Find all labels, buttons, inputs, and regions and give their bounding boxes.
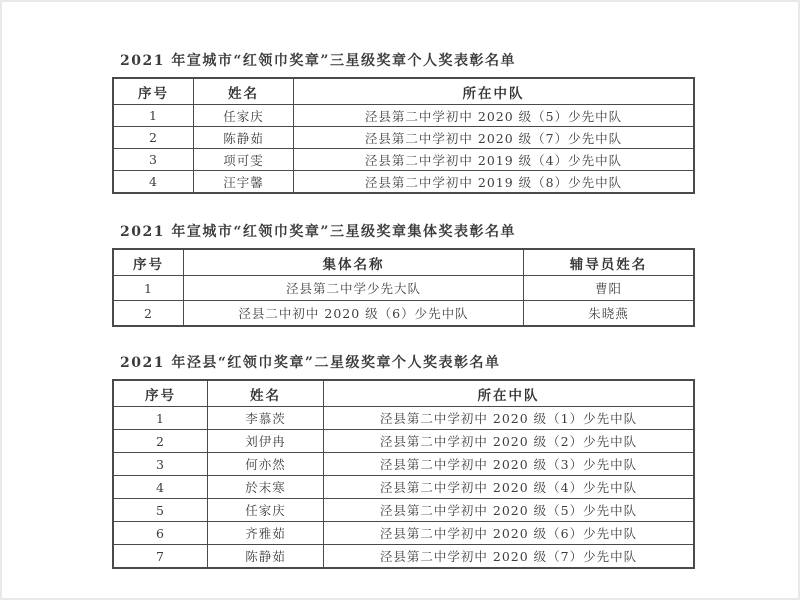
cell-squad: 泾县第二中学初中 2020 级（1）少先中队 [324,407,694,430]
cell-squad: 泾县第二中学初中 2020 级（3）少先中队 [324,453,694,476]
cell-serial: 4 [114,476,208,499]
section-title-collective-three-star: 2021 年宣城市“红领巾奖章”三星级奖章集体奖表彰名单 [120,224,516,240]
cell-name: 任家庆 [194,105,294,127]
column-header-squad: 所在中队 [324,381,694,407]
cell-name: 陈静茹 [194,127,294,149]
table-header-row [114,381,694,407]
column-header-counselor: 辅导员姓名 [524,250,694,276]
column-header-name: 姓名 [194,79,294,105]
column-header-name: 姓名 [208,381,324,407]
column-header-serial: 序号 [114,250,184,276]
cell-name: 项可雯 [194,149,294,171]
cell-name: 於末寒 [208,476,324,499]
cell-squad: 泾县第二中学初中 2020 级（2）少先中队 [324,430,694,453]
cell-name: 何亦然 [208,453,324,476]
cell-serial: 2 [114,301,184,326]
cell-name: 任家庆 [208,499,324,522]
cell-name: 汪宇馨 [194,171,294,193]
column-header-serial: 序号 [114,79,194,105]
cell-serial: 4 [114,171,194,193]
cell-counselor: 朱晓燕 [524,301,694,326]
table-row [114,499,694,522]
table-header-row [114,79,694,105]
table-row [114,476,694,499]
table-row [114,276,694,301]
document-page [113,50,693,568]
section-title-individual-three-star: 2021 年宣城市“红领巾奖章”三星级奖章个人奖表彰名单 [120,53,516,69]
cell-serial: 2 [114,127,194,149]
table-row [114,171,694,193]
cell-squad: 泾县第二中学初中 2019 级（4）少先中队 [294,149,694,171]
cell-serial: 2 [114,430,208,453]
cell-squad: 泾县第二中学初中 2020 级（5）少先中队 [324,499,694,522]
cell-collective: 泾县二中初中 2020 级（6）少先中队 [184,301,524,326]
table-row [114,430,694,453]
table-row [114,149,694,171]
cell-serial: 3 [114,149,194,171]
table-collective-three-star [113,249,694,326]
table-row [114,545,694,568]
cell-serial: 1 [114,407,208,430]
section-gap [113,340,693,352]
cell-squad: 泾县第二中学初中 2020 级（5）少先中队 [294,105,694,127]
table-row [114,127,694,149]
table-header-row [114,250,694,276]
section-gap [113,208,693,221]
table-row [114,522,694,545]
table-row [114,105,694,127]
table-individual-two-star [113,380,694,568]
cell-name: 齐雅茹 [208,522,324,545]
cell-collective: 泾县第二中学少先大队 [184,276,524,301]
table-row [114,407,694,430]
table-individual-three-star [113,78,694,193]
cell-squad: 泾县第二中学初中 2020 级（6）少先中队 [324,522,694,545]
cell-name: 李慕茨 [208,407,324,430]
cell-serial: 6 [114,522,208,545]
column-header-serial: 序号 [114,381,208,407]
cell-counselor: 曹阳 [524,276,694,301]
table-row [114,453,694,476]
cell-squad: 泾县第二中学初中 2019 级（8）少先中队 [294,171,694,193]
cell-squad: 泾县第二中学初中 2020 级（4）少先中队 [324,476,694,499]
cell-serial: 7 [114,545,208,568]
cell-name: 陈静茹 [208,545,324,568]
table-row [114,301,694,326]
cell-serial: 3 [114,453,208,476]
column-header-collective: 集体名称 [184,250,524,276]
cell-serial: 1 [114,276,184,301]
cell-serial: 1 [114,105,194,127]
cell-name: 刘伊冉 [208,430,324,453]
column-header-squad: 所在中队 [294,79,694,105]
cell-squad: 泾县第二中学初中 2020 级（7）少先中队 [324,545,694,568]
section-title-individual-two-star: 2021 年泾县“红领巾奖章”二星级奖章个人奖表彰名单 [120,355,501,371]
cell-squad: 泾县第二中学初中 2020 级（7）少先中队 [294,127,694,149]
cell-serial: 5 [114,499,208,522]
